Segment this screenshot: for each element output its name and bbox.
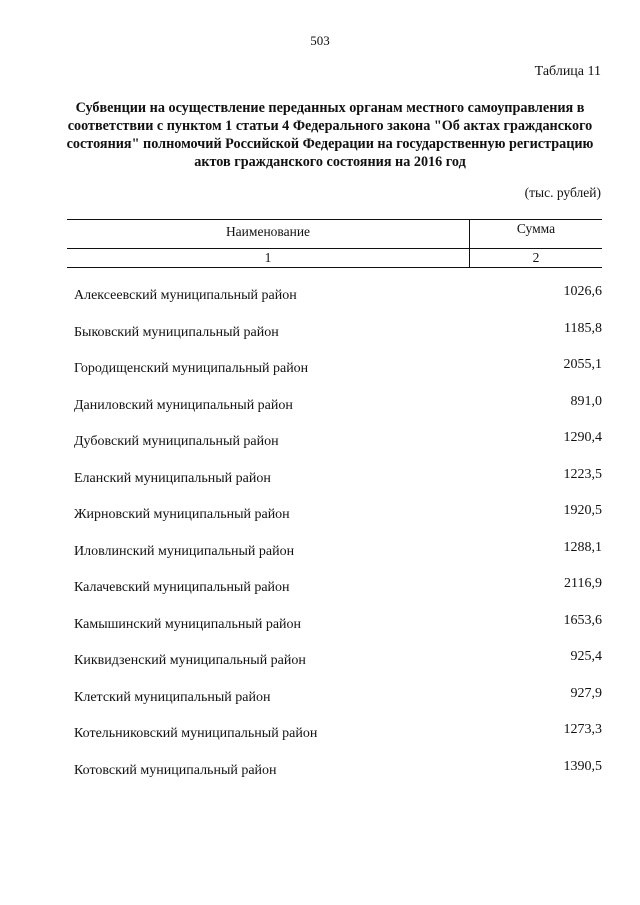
table-row [74,357,602,394]
row-value: 2116,9 [564,576,602,591]
table-row [74,321,602,358]
row-name: Клетский муниципальный район [74,689,271,705]
table-row [74,759,602,796]
column-header-sum: Сумма [516,221,556,236]
row-value: 1288,1 [563,539,602,555]
row-name: Алексеевский муниципальный район [74,288,297,303]
row-name: Даниловский муниципальный район [74,397,293,413]
table-row [74,503,602,540]
row-value: 1290,4 [563,430,602,445]
table-row [74,284,602,321]
table-number: Таблица 11 [534,64,601,79]
row-name: Камышинский муниципальный район [74,616,302,632]
row-value: 1273,3 [563,722,602,737]
row-value: 2055,1 [563,357,602,372]
row-name: Котельниковский муниципальный район [74,726,318,741]
row-name: Иловлинский муниципальный район [74,543,295,559]
page-number: 503 [310,33,330,48]
table-row [74,394,602,431]
table-header [67,219,602,267]
table-body [74,284,602,795]
row-value: 1185,8 [564,320,602,336]
row-name: Котовский муниципальный район [74,762,277,778]
row-value: 927,9 [570,685,602,701]
row-name: Дубовский муниципальный район [74,434,279,449]
row-value: 1223,5 [563,466,602,482]
table-row [74,686,602,723]
table-row [74,467,602,504]
row-value: 1026,6 [563,284,602,299]
row-value: 925,4 [570,649,602,664]
header-bottom-rule [67,267,602,268]
row-value: 1920,5 [563,503,602,518]
column-header-name: Наименование [225,224,311,239]
row-name: Быковский муниципальный район [74,324,279,340]
table-row [74,576,602,613]
row-name: Городищенский муниципальный район [74,361,309,376]
table-row [74,540,602,577]
row-name: Еланский муниципальный район [74,470,271,486]
row-name: Киквидзенский муниципальный район [74,653,306,668]
row-value: 1390,5 [563,758,602,774]
table-row [74,430,602,467]
row-name: Жирновский муниципальный район [74,507,290,522]
column-number-1: 1 [264,250,272,265]
row-value: 1653,6 [563,612,602,628]
column-number-2: 2 [532,250,540,265]
units-label: (тыс. рублей) [524,185,601,200]
row-name: Калачевский муниципальный район [74,580,290,595]
table-row [74,649,602,686]
table-row [74,722,602,759]
document-title: Субвенции на осуществление переданных органам местного самоуправления в соответствии с пунктом 1 статьи 4 Федерального закона "Об актах гражданского состояния" полномочий Российской Федерации на государственную регистрацию актов гражданского состояния на 2016 год [66,100,594,170]
header-middle-rule [67,248,602,249]
header-top-rule [67,219,602,220]
table-row [74,613,602,650]
row-value: 891,0 [570,393,602,409]
